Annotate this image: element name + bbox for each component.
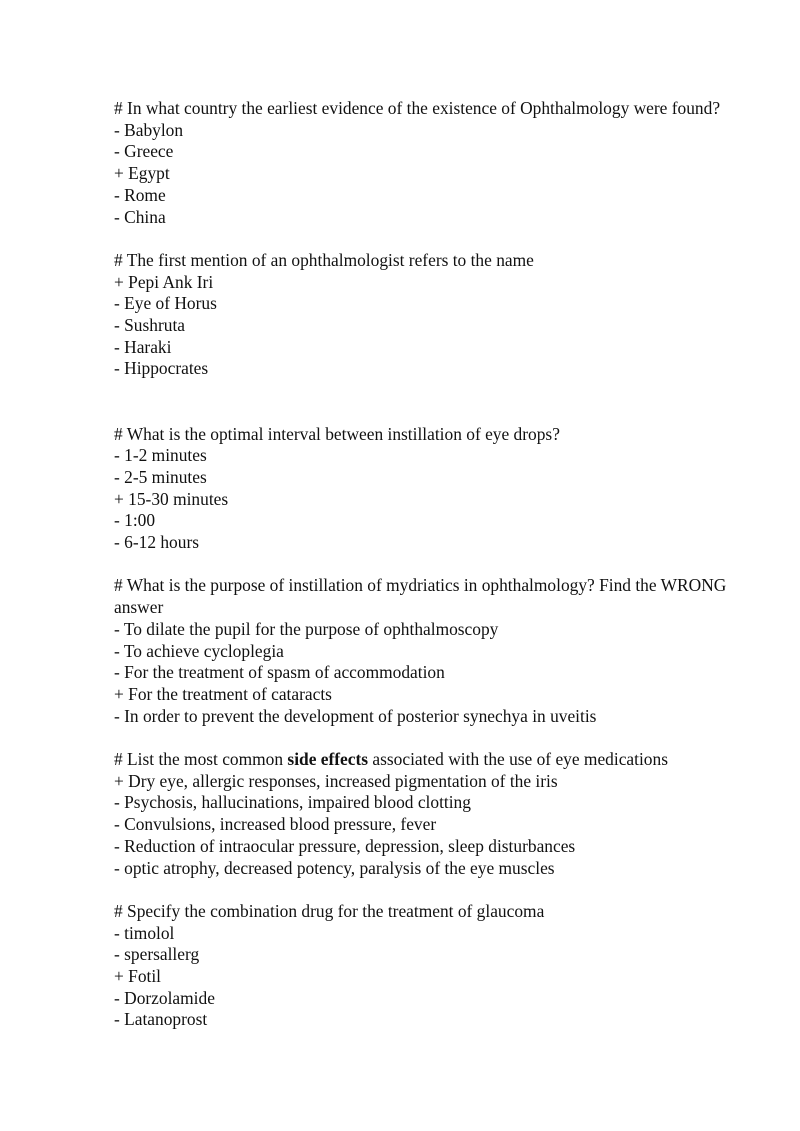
- question-5-stem-suffix: associated with the use of eye medications: [368, 749, 668, 770]
- question-5-option-3: - Convulsions, increased blood pressure, fever: [114, 814, 437, 835]
- document-page: [114, 98, 754, 1031]
- question-3-option-3: + 15-30 minutes: [114, 488, 229, 509]
- question-5-option-4: - Reduction of intraocular pressure, depression, sleep disturbances: [114, 835, 576, 856]
- question-2-option-1: + Pepi Ank Iri: [114, 271, 214, 292]
- question-5-stem-prefix: # List the most common: [114, 749, 288, 770]
- question-4-option-2: - To achieve cycloplegia: [114, 640, 284, 661]
- question-5-option-5: - optic atrophy, decreased potency, paralysis of the eye muscles: [114, 857, 555, 878]
- question-2: [114, 250, 754, 380]
- question-6-option-3: + Fotil: [114, 966, 162, 987]
- question-5: [114, 749, 754, 879]
- question-5-option-2: - Psychosis, hallucinations, impaired blood clotting: [114, 792, 471, 813]
- question-4: [114, 575, 754, 727]
- question-1-option-2: - Greece: [114, 141, 174, 162]
- question-4-option-4: + For the treatment of cataracts: [114, 683, 332, 704]
- question-5-stem: [114, 749, 762, 771]
- question-6-stem: # Specify the combination drug for the treatment of glaucoma: [114, 900, 545, 921]
- question-6: [114, 901, 754, 1031]
- question-3-option-2: - 2-5 minutes: [114, 466, 207, 487]
- question-3-option-5: - 6-12 hours: [114, 532, 200, 553]
- question-4-option-5: - In order to prevent the development of posterior synechya in uveitis: [114, 705, 597, 726]
- question-2-option-2: - Eye of Horus: [114, 293, 217, 314]
- question-3: [114, 424, 754, 554]
- question-3-option-4: - 1:00: [114, 510, 156, 531]
- question-6-option-1: - timolol: [114, 922, 175, 943]
- question-1-stem: # In what country the earliest evidence of the existence of Ophthalmology were found?: [114, 98, 721, 118]
- question-1-option-4: - Rome: [114, 184, 166, 205]
- question-1: [114, 98, 754, 228]
- question-2-option-5: - Hippocrates: [114, 358, 209, 379]
- question-6-option-4: - Dorzolamide: [114, 987, 215, 1008]
- question-1-option-1: - Babylon: [114, 119, 184, 140]
- question-4-option-3: - For the treatment of spasm of accommodation: [114, 662, 445, 683]
- question-1-option-5: - China: [114, 206, 166, 227]
- question-5-option-1: + Dry eye, allergic responses, increased pigmentation of the iris: [114, 770, 558, 791]
- question-3-stem: # What is the optimal interval between instillation of eye drops?: [114, 423, 560, 444]
- question-4-option-1: - To dilate the pupil for the purpose of ophthalmoscopy: [114, 618, 499, 639]
- question-5-stem-bold: side effects: [287, 749, 369, 770]
- question-6-option-2: - spersallerg: [114, 944, 200, 965]
- question-3-option-1: - 1-2 minutes: [114, 445, 207, 466]
- question-2-option-4: - Haraki: [114, 336, 172, 357]
- question-2-option-3: - Sushruta: [114, 315, 186, 336]
- question-4-stem: # What is the purpose of instillation of mydriatics in ophthalmology? Find the WRONG answer: [114, 575, 731, 618]
- question-6-option-5: - Latanoprost: [114, 1009, 208, 1030]
- question-1-option-3: + Egypt: [114, 163, 170, 184]
- question-2-stem: # The first mention of an ophthalmologist refers to the name: [114, 249, 534, 270]
